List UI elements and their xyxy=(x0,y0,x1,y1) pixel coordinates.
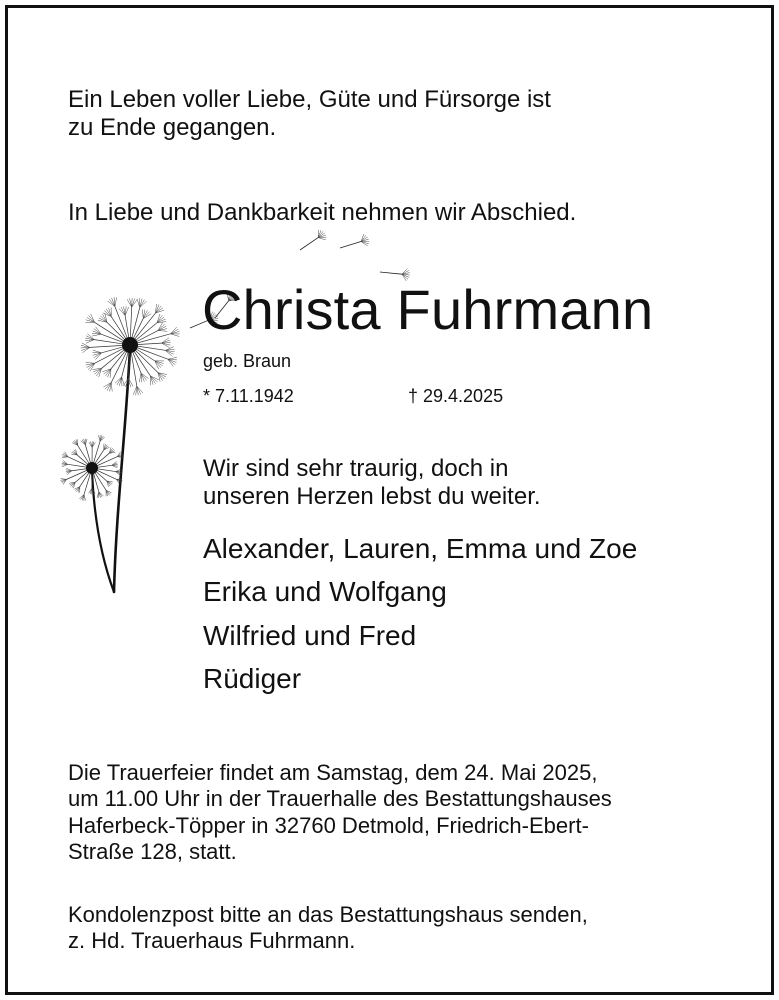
intro-text xyxy=(68,86,551,142)
service-line-4: Straße 128, statt. xyxy=(68,839,237,865)
sentiment-line-1: Wir sind sehr traurig, doch in xyxy=(203,455,509,482)
dandelion-head-large xyxy=(81,297,180,395)
family-line: Wilfried und Fred xyxy=(203,620,417,651)
deceased-name: Christa Fuhrmann xyxy=(202,278,654,341)
death-date: † 29.4.2025 xyxy=(408,386,504,406)
service-line-2: um 11.00 Uhr in der Trauerhalle des Bestattungshauses xyxy=(68,786,612,812)
condolence-info xyxy=(68,902,588,955)
farewell-text: In Liebe und Dankbarkeit nehmen wir Abschied. xyxy=(68,199,577,226)
family-line: Rüdiger xyxy=(203,663,302,694)
family-line: Alexander, Lauren, Emma und Zoe xyxy=(203,533,638,564)
family-line: Erika und Wolfgang xyxy=(203,576,447,607)
birth-name: geb. Braun xyxy=(203,351,292,371)
sentiment-text xyxy=(203,455,541,511)
service-info xyxy=(68,760,612,866)
service-line-3: Haferbeck-Töpper in 32760 Detmold, Friedrich-Ebert- xyxy=(68,812,589,838)
sentiment-line-2: unseren Herzen lebst du weiter. xyxy=(203,483,541,511)
condolence-line-1: Kondolenzpost bitte an das Bestattungshaus senden, xyxy=(68,902,588,927)
birth-date: * 7.11.1942 xyxy=(203,386,294,406)
condolence-line-2: z. Hd. Trauerhaus Fuhrmann. xyxy=(68,928,356,954)
service-line-1: Die Trauerfeier findet am Samstag, dem 24. Mai 2025, xyxy=(68,760,598,785)
intro-line-2: zu Ende gegangen. xyxy=(68,114,277,142)
intro-line-1: Ein Leben voller Liebe, Güte und Fürsorge ist xyxy=(68,86,551,113)
dandelion-head-small xyxy=(60,435,123,501)
